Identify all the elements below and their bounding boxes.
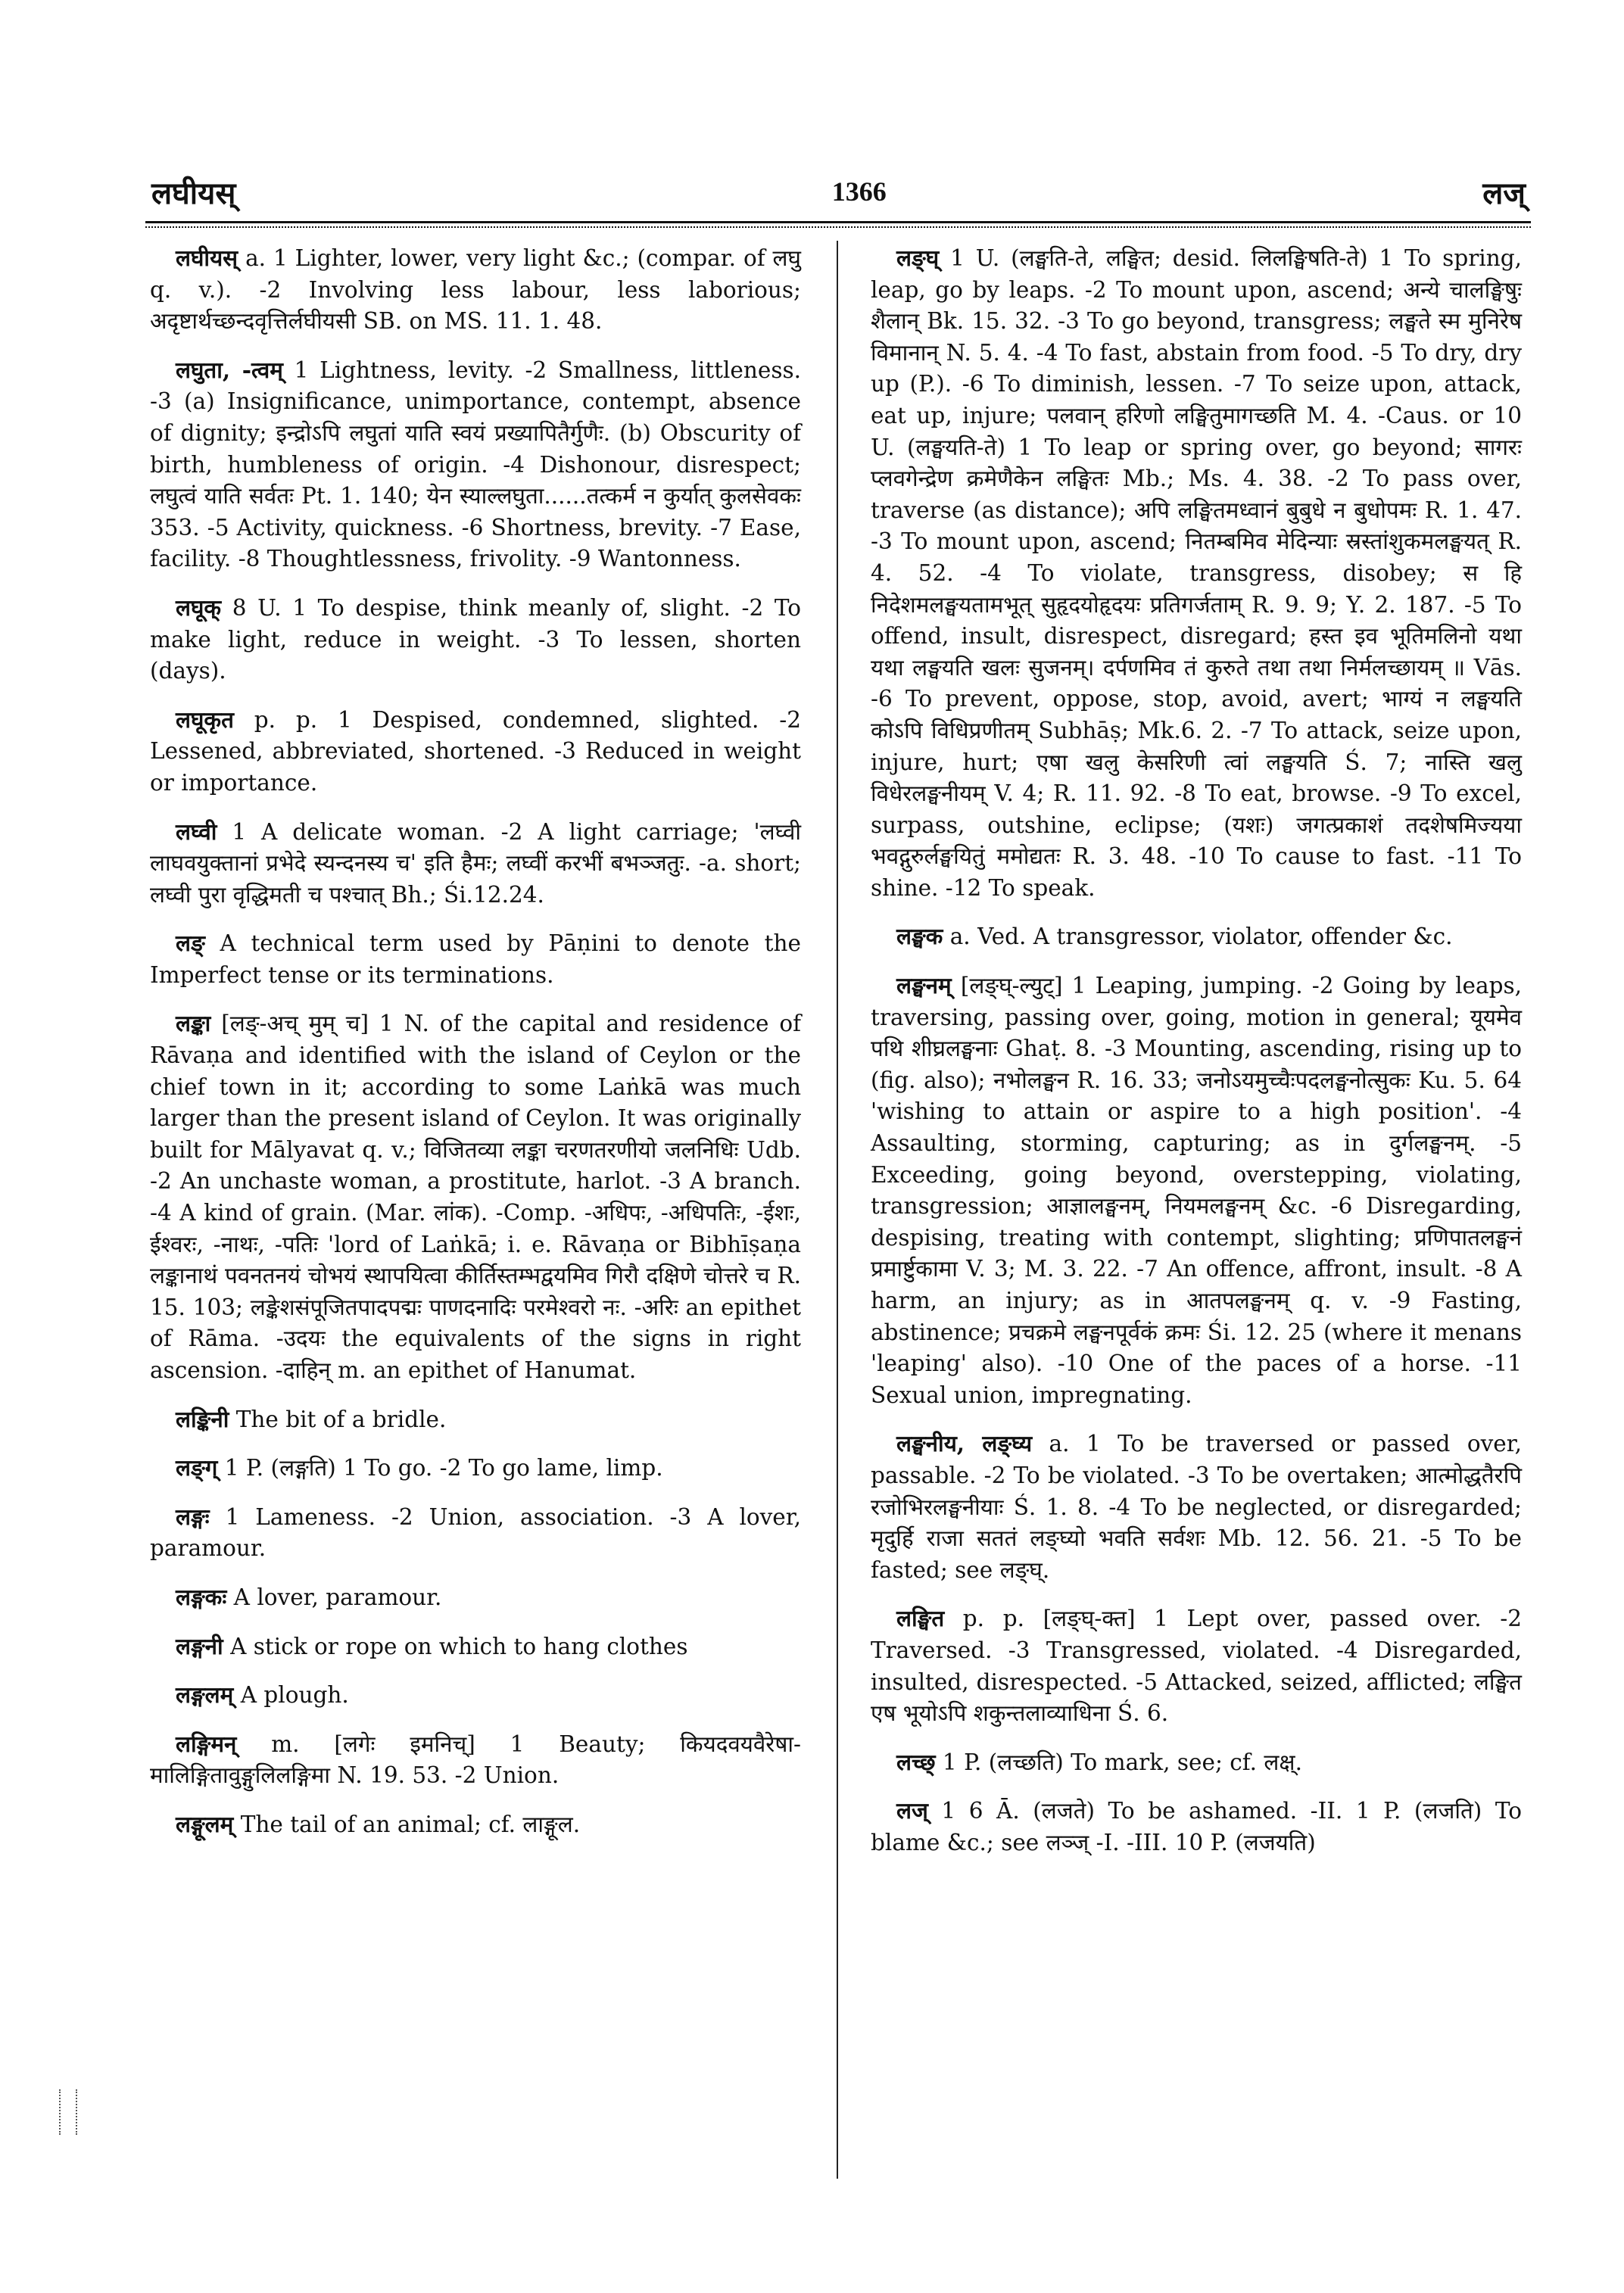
entry-definition: [लङ्-अच् मुम् च] 1 N. of the capital and residence of Rāvaṇa and identified with the island of Ceylon or the chief town in it; according to some Laṅkā was much larger than the present island of Ceylon. It was originally built for Mālyavat q. v.; विजितव्या लङ्का चरणतरणीयो जलनिधिः Udb. -2 An unchaste woman, a prostitute, harlot. -3 A branch. -4 A kind of grain. (Mar. लांक). -Comp. -अधिपः, -अधिपतिः, -ईशः, ईश्वरः, -नाथः, -पतिः 'lord of Laṅkā; i. e. Rāvaṇa or Bibhīṣaṇa लङ्कानाथं पवनतनयं चोभयं स्थापयित्वा कीर्तिस्तम्भद्वयमिव गिरौ दक्षिणे चोत्तरे च R. 15. 103; लङ्केशसंपूजितपादपद्मः पाणदनादिः परमेश्वरो नः. -अरिः an epithet of Rāma. -उदयः the equivalents of the signs in right ascension. -दाहिन् m. an epithet of Hanumat. <box>150 1011 801 1383</box>
dictionary-entry <box>871 1428 1522 1586</box>
entry-headword: लघीयस् <box>176 245 238 271</box>
entry-definition: 1 U. (लङ्घति-ते, लङ्घित; desid. लिलङ्घिषति-ते) 1 To spring, leap, go by leaps. -2 To mount upon, ascend; अन्ये चालङ्घिषुः शैलान् Bk. 15. 32. -3 To go beyond, transgress; लङ्घते स्म मुनिरेष विमानान् N. 5. 4. -4 To fast, abstain from food. -5 To dry, dry up (P.). -6 To diminish, lessen. -7 To seize upon, attack, eat up, injure; पलवान् हरिणो लङ्घितुमागच्छति M. 4. -Caus. or 10 U. (लङ्घयति-ते) 1 To leap or spring over, go beyond; सागरः प्लवगेन्द्रेण क्रमेणैकेन लङ्घितः Mb.; Ms. 4. 38. -2 To pass over, traverse (as distance); अपि लङ्घितमध्वानं बुबुधे न बुधोपमः R. 1. 47. -3 To mount upon, ascend; नितम्बमिव मेदिन्याः स्रस्तांशुकमलङ्घयत् R. 4. 52. -4 To violate, transgress, disobey; स हि निदेशमलङ्घयतामभूत् सुहृदयोहृदयः प्रतिगर्जताम् R. 9. 9; Y. 2. 187. -5 To offend, insult, disrespect, disregard; हस्त इव भूतिमलिनो यथा यथा लङ्घयति खलः सुजनम्। दर्पणमिव तं कुरुते तथा तथा निर्मलच्छायम् ॥ Vās. -6 To prevent, oppose, stop, avoid, avert; भाग्यं न लङ्घयति कोऽपि विधिप्रणीतम् Subhāṣ; Mk.6. 2. -7 To attack, seize upon, injure, hurt; एषा खलु केसरिणी त्वां लङ्घयति Ś. 7; नास्ति खलु विधेरलङ्घनीयम् V. 4; R. 11. 92. -8 To eat, browse. -9 To excel, surpass, outshine, eclipse; (यशः) जगत्प्रकाशं तदशेषमिज्यया भवद्गुरुर्लङ्घयितुं ममोद्यतः R. 3. 48. -10 To cause to fast. -11 To shine. -12 To speak. <box>871 245 1522 901</box>
entry-headword: लच्छ् <box>896 1748 936 1775</box>
entry-headword: लघ्वी <box>176 818 217 845</box>
entry-definition: A technical term used by Pāṇini to denote the Imperfect tense or its terminations. <box>150 930 801 988</box>
entry-headword: लङ्गूलम् <box>176 1810 234 1837</box>
entry-definition: A lover, paramour. <box>226 1584 442 1610</box>
dictionary-entry <box>150 242 801 338</box>
entry-headword: लङ्घित <box>896 1605 945 1632</box>
entry-definition: 1 6 Ā. (लजते) To be ashamed. -II. 1 P. (लजति) To blame &c.; see लञ्ज् -I. -III. 10 P. (लजयति) <box>871 1798 1522 1855</box>
entry-definition: A stick or rope on which to hang clothes <box>223 1633 688 1659</box>
dictionary-entry <box>150 816 801 911</box>
entry-headword: लङ्गनी <box>176 1632 223 1659</box>
entry-headword: लङ्गलम् <box>176 1681 234 1709</box>
dictionary-entry <box>871 1795 1522 1858</box>
dictionary-entry <box>150 354 801 575</box>
column-divider <box>837 241 838 2179</box>
entry-definition: p. p. 1 Despised, condemned, slighted. -2 Lessened, abbreviated, shortened. -3 Reduced in weight or importance. <box>150 706 801 796</box>
dictionary-entry <box>150 1404 801 1436</box>
dictionary-entry <box>871 970 1522 1411</box>
dictionary-entry <box>150 1631 801 1663</box>
margin-mark <box>59 2089 77 2135</box>
header-right-word: लज् <box>1482 175 1526 211</box>
running-header <box>151 165 1526 218</box>
dictionary-entry <box>871 242 1522 904</box>
entry-headword: लङ्घ् <box>896 245 940 271</box>
left-column <box>150 242 801 1858</box>
entry-definition: 1 Lameness. -2 Union, association. -3 A lover, paramour. <box>150 1503 801 1562</box>
dictionary-entry <box>150 1452 801 1485</box>
entry-definition: A plough. <box>233 1682 349 1709</box>
entry-definition: 1 P. (लङ्गति) 1 To go. -2 To go lame, limp. <box>217 1455 663 1481</box>
entry-definition: 8 U. 1 To despise, think meanly of, slight. -2 To make light, reduce in weight. -3 To lessen, shorten (days). <box>150 594 801 684</box>
entry-headword: लङ्घक <box>896 923 943 950</box>
entry-definition: [लङ्घ्-ल्युट्] 1 Leaping, jumping. -2 Going by leaps, traversing, passing over, going, motion in general; यूयमेव पथि शीघ्रलङ्घनाः Ghaṭ. 8. -3 Mounting, ascending, rising up to (fig. also); नभोलङ्घन R. 16. 33; जनोऽयमुच्चैःपदलङ्घनोत्सुकः Ku. 5. 64 'wishing to attain or aspire to a high position'. -4 Assaulting, storming, capturing; as in दुर्गलङ्घनम्. -5 Exceeding, going beyond, overstepping, violating, transgression; आज्ञालङ्घनम्, नियमलङ्घनम् &c. -6 Disregarding, despising, treating with contempt, slighting; प्रणिपातलङ्घनं प्रमार्ष्टुकामा V. 3; M. 3. 22. -7 An offence, affront, insult. -8 A harm, an injury; as in आतपलङ्घनम् q. v. -9 Fasting, abstinence; प्रचक्रमे लङ्घनपूर्वकं क्रमः Śi. 12. 25 (where it menans 'leaping' also). -10 One of the paces of a horse. -11 Sexual union, impregnating. <box>871 973 1522 1408</box>
entry-headword: लङ्घनम् <box>896 972 952 999</box>
entry-definition: 1 P. (लच्छति) To mark, see; cf. लक्ष्. <box>935 1749 1302 1775</box>
dictionary-entry <box>150 927 801 991</box>
dictionary-entry <box>871 921 1522 953</box>
entry-definition: a. 1 Lighter, lower, very light &c.; (compar. of लघु q. v.). -2 Involving less labour, less laborious; अदृष्टार्थच्छन्दवृत्तिर्लघीयसी SB. on MS. 11. 1. 48. <box>150 245 801 335</box>
entry-definition: 1 Lightness, levity. -2 Smallness, littleness. -3 (a) Insignificance, unimportance, contempt, absence of dignity; इन्द्रोऽपि लघुतां याति स्वयं प्रख्यापितैर्गुणैः. (b) Obscurity of birth, humbleness of origin. -4 Dishonour, disrespect; लघुत्वं याति सर्वतः Pt. 1. 140; येन स्याल्लघुता......तत्कर्म न कुर्यात् कुलसेवकः 353. -5 Activity, quickness. -6 Shortness, brevity. -7 Ease, facility. -8 Thoughtlessness, frivolity. -9 Wantonness. <box>150 357 802 572</box>
dictionary-entry <box>150 1581 801 1614</box>
entry-definition: The bit of a bridle. <box>229 1406 447 1432</box>
dictionary-entry <box>150 592 801 687</box>
right-column <box>871 242 1522 1876</box>
entry-headword: लङ्गकः <box>176 1583 227 1610</box>
dictionary-entry <box>871 1746 1522 1779</box>
entry-definition: 1 A delicate woman. -2 A light carriage; 'लघ्वी लाघवयुक्तानां प्रभेदे स्यन्दनस्य च' इति हैमः; लघ्वीं करभीं बभञ्जतुः. -a. short; लघ्वी पुरा वृद्धिमती च पश्चात् Bh.; Śi.12.24. <box>150 818 801 908</box>
dictionary-entry <box>150 1728 801 1792</box>
entry-headword: लङ्घनीय, लङ्घ्य <box>896 1430 1033 1457</box>
entry-headword: लङ् <box>176 930 205 957</box>
header-rule <box>145 221 1531 228</box>
entry-headword: लङ्किनी <box>176 1405 229 1432</box>
entry-headword: लघूक् <box>176 594 222 621</box>
dictionary-entry <box>150 1679 801 1712</box>
entry-definition: a. Ved. A transgressor, violator, offender &c. <box>943 924 1453 950</box>
entry-definition: a. 1 To be traversed or passed over, passable. -2 To be violated. -3 To be overtaken; आत्मोद्धतैरपि रजोभिरलङ्घनीयाः Ś. 1. 8. -4 To be neglected, or disregarded; मृदुर्हि राजा सततं लङ्घ्यो भवति सर्वशः Mb. 12. 56. 21. -5 To be fasted; see लङ्घ्. <box>871 1431 1522 1583</box>
entry-headword: लज् <box>896 1797 928 1824</box>
entry-definition: m. [लगेः इमनिच्] 1 Beauty; कियदवयवैरेषा-मालिङ्गितावुङ्गुलिलङ्गिमा N. 19. 53. -2 Union. <box>150 1731 801 1789</box>
entry-headword: लङ्गः <box>176 1503 210 1530</box>
entry-headword: लघूकृत <box>176 706 234 733</box>
dictionary-entry <box>150 1809 801 1841</box>
entry-headword: लङ्का <box>176 1010 211 1037</box>
dictionary-entry <box>150 704 801 799</box>
header-left-word: लघीयस् <box>151 175 236 211</box>
dictionary-entry <box>871 1603 1522 1729</box>
entry-definition: p. p. [लङ्घ्-क्त] 1 Lept over, passed over. -2 Traversed. -3 Transgressed, violated. -4 Disregarded, insulted, disrespected. -5 Attacked, seized, afflicted; लङ्घित एष भूयोऽपि शकुन्तलाव्याधिना Ś. 6. <box>871 1606 1522 1727</box>
entry-headword: लङ्ग् <box>176 1454 218 1481</box>
dictionary-entry <box>150 1008 801 1386</box>
entry-headword: लघुता, -त्वम् <box>176 356 283 383</box>
page-number: 1366 <box>831 176 887 207</box>
entry-headword: लङ्गिमन् <box>176 1730 237 1757</box>
dictionary-entry <box>150 1501 801 1565</box>
entry-definition: The tail of an animal; cf. लाङ्गूल. <box>233 1811 581 1837</box>
